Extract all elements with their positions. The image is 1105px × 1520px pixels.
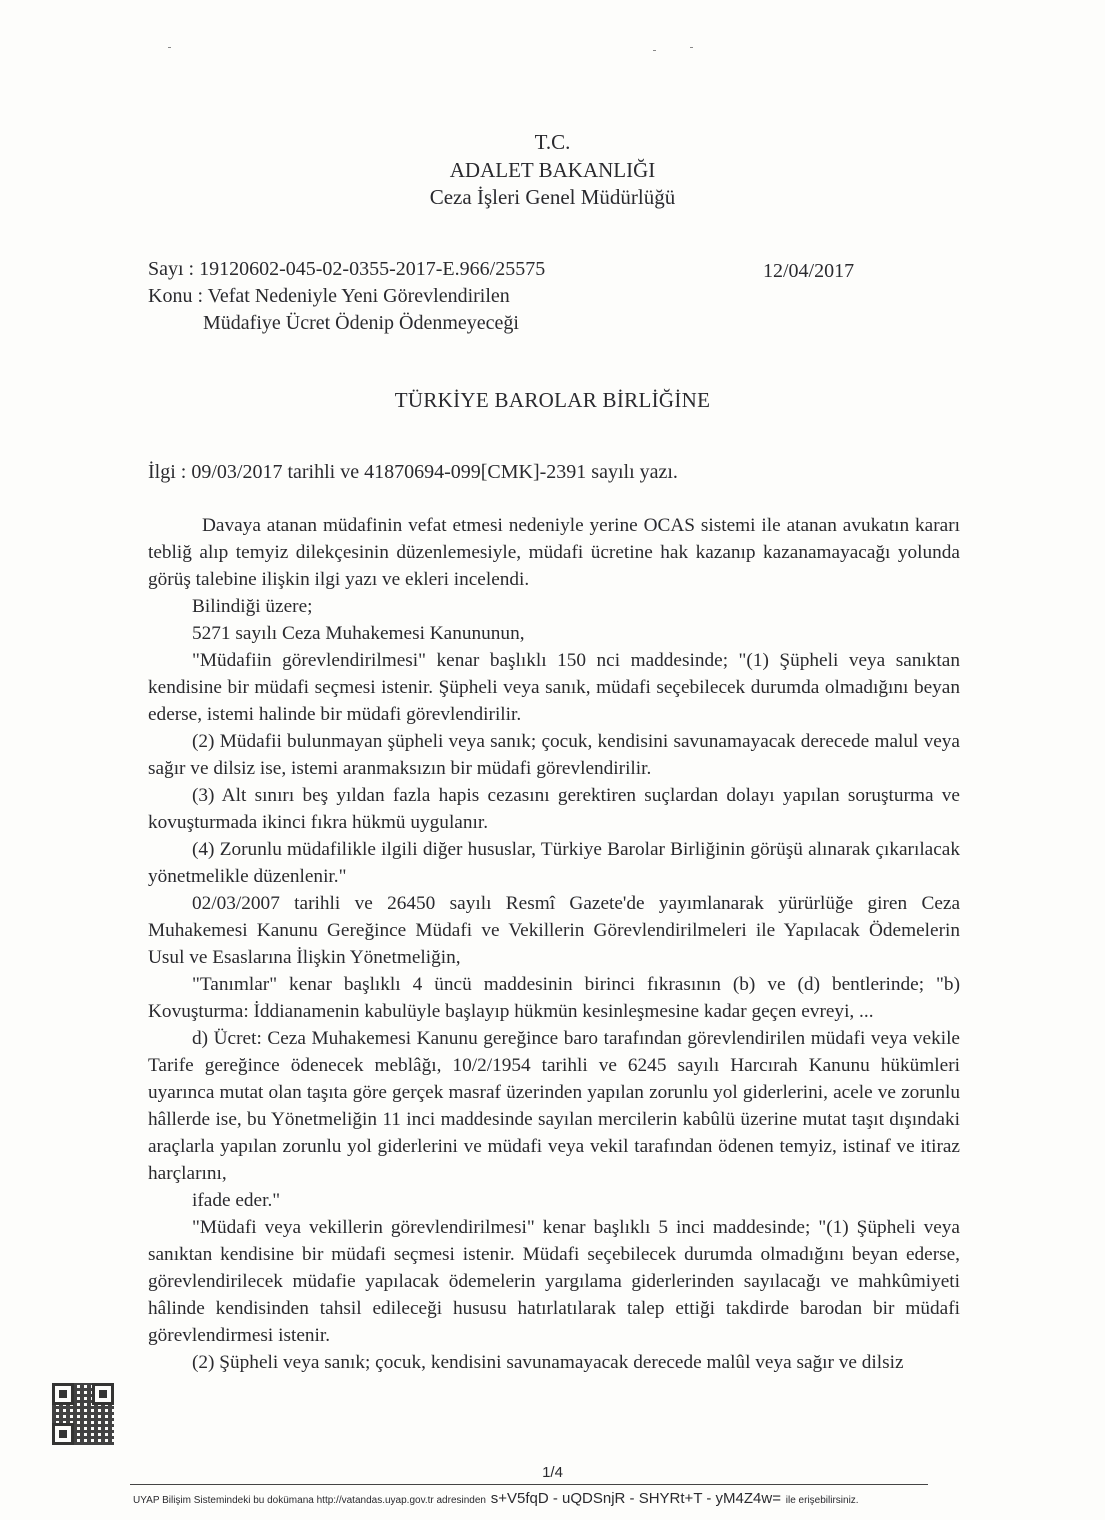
reference-line: İlgi : 09/03/2017 tarihli ve 41870694-099[CMK]-2391 sayılı yazı. [148, 461, 678, 483]
scan-speck [168, 47, 171, 48]
footer-divider [130, 1484, 928, 1485]
addressee: TÜRKİYE BAROLAR BİRLİĞİNE [394, 388, 711, 412]
body-paragraph: "Müdafi veya vekillerin görevlendirilmesi" kenar başlıklı 5 inci maddesinde; "(1) Şüpheli veya sanıktan kendisine bir müdafi seçmesi istenir. Müdafi seçebilecek durumda olmadığını beyan ederse, görevlendirilecek müdafie yapılacak ödemelerin yargılama giderlerinden sayılacağı ve mahkûmiyeti hâlinde kendisinden tahsil edileceği hususu hatırlatılarak talep ettiği takdirde barodan bir müdafi görevlendirmesi istenir. [148, 1217, 960, 1346]
header-ministry: ADALET BAKANLIĞI [449, 158, 656, 182]
page-number: 1/4 [542, 1464, 563, 1481]
subject-line-2: Müdafiye Ücret Ödenip Ödenmeyeceği [203, 312, 519, 334]
scan-speck [653, 50, 656, 51]
qr-finder [52, 1383, 74, 1405]
body-paragraph: 5271 sayılı Ceza Muhakemesi Kanununun, [192, 623, 525, 644]
header-tc: T.C. [534, 130, 571, 154]
body-paragraph: (2) Şüpheli veya sanık; çocuk, kendisini savunamayacak derecede malûl veya sağır ve dilsiz [192, 1352, 904, 1373]
body-paragraph: 02/03/2007 tarihli ve 26450 sayılı Resmî Gazete'de yayımlanarak yürürlüğe giren Ceza Muhakemesi Kanunu Gereğince Müdafi ve Vekillerin Görevlendirilmeleri ile Yapılacak Ödemelerin Usul ve Esaslarına İlişkin Yönetmeliğin, [148, 893, 960, 968]
reference-number: Sayı : 19120602-045-02-0355-2017-E.966/25575 [148, 258, 546, 280]
body-paragraph: "Müdafiin görevlendirilmesi" kenar başlıklı 150 nci maddesinde; "(1) Şüpheli veya sanıktan kendisine bir müdafi seçmesi istenir. Şüpheli veya sanık, müdafi seçebilecek durumda olmadığını beyan ederse, istemi halinde bir müdafi görevlendirilir. [148, 650, 960, 725]
qr-code-icon [52, 1383, 114, 1445]
body-paragraph: ifade eder." [192, 1190, 281, 1211]
body-paragraph: "Tanımlar" kenar başlıklı 4 üncü maddesinin birinci fıkrasının (b) ve (d) bentlerinde; "b) Kovuşturma: İddianamenin kabulüyle başlayıp hükmün kesinleşmesine kadar geçen evreyi, ... [148, 974, 960, 1022]
qr-finder [92, 1383, 114, 1405]
footer-verification [133, 1490, 933, 1507]
body-paragraph: Davaya atanan müdafinin vefat etmesi nedeniyle yerine OCAS sistemi ile atanan avukatın kararı tebliğ alıp temyiz dilekçesinin düzenlemesiyle, müdafi ücretine hak kazanıp kazanamayacağı yolunda görüş talebine ilişkin ilgi yazı ve ekleri incelendi. [148, 515, 960, 590]
body-paragraph: (3) Alt sınırı beş yıldan fazla hapis cezasını gerektiren suçlardan dolayı yapılan soruşturma ve kovuşturmada ikinci fıkra hükmü uygulanır. [148, 785, 960, 833]
document-date: 12/04/2017 [763, 260, 855, 282]
footer-prefix: UYAP Bilişim Sistemindeki bu dokümana http://vatandas.uyap.gov.tr adresinden [133, 1495, 486, 1506]
body-paragraph: (2) Müdafii bulunmayan şüpheli veya sanık; çocuk, kendisini savunamayacak derecede malul veya sağır ve dilsiz ise, istemi aranmaksızın bir müdafi görevlendirilir. [148, 731, 960, 779]
body-paragraph: (4) Zorunlu müdafilikle ilgili diğer hususlar, Türkiye Barolar Birliğinin görüşü alınarak çıkarılacak yönetmelikle düzenlenir." [148, 839, 960, 887]
body-paragraph: d) Ücret: Ceza Muhakemesi Kanunu gereğince baro tarafından görevlendirilen müdafi veya vekile Tarife gereğince ödenecek meblâğı, 10/2/1954 tarihli ve 6245 sayılı Harcırah Kanunu hükümleri uyarınca mutat olan taşıta göre gerçek masraf üzerinden yapılan zorunlu yol giderlerini, acele ve zorunlu hâllerde ise, bu Yönetmeliğin 11 inci maddesinde sayılan mercilerin kabûlü üzerine mutat taşıt dışındaki araçlarla yapılan zorunlu yol giderlerini ve müdafi veya vekil tarafından ödenen temyiz, istinaf ve itiraz harçlarını, [148, 1028, 960, 1184]
letter-body [148, 512, 960, 1376]
scan-speck [690, 47, 693, 48]
footer-suffix: ile erişebilirsiniz. [785, 1495, 859, 1506]
body-paragraph: Bilindiği üzere; [192, 596, 313, 617]
subject-line-1: Konu : Vefat Nedeniyle Yeni Görevlendirilen [148, 285, 510, 307]
qr-finder [52, 1423, 74, 1445]
header-directorate: Ceza İşleri Genel Müdürlüğü [429, 185, 676, 209]
verification-code: s+V5fqD - uQDSnjR - SHYRt+T - yM4Z4w= [490, 1490, 781, 1507]
